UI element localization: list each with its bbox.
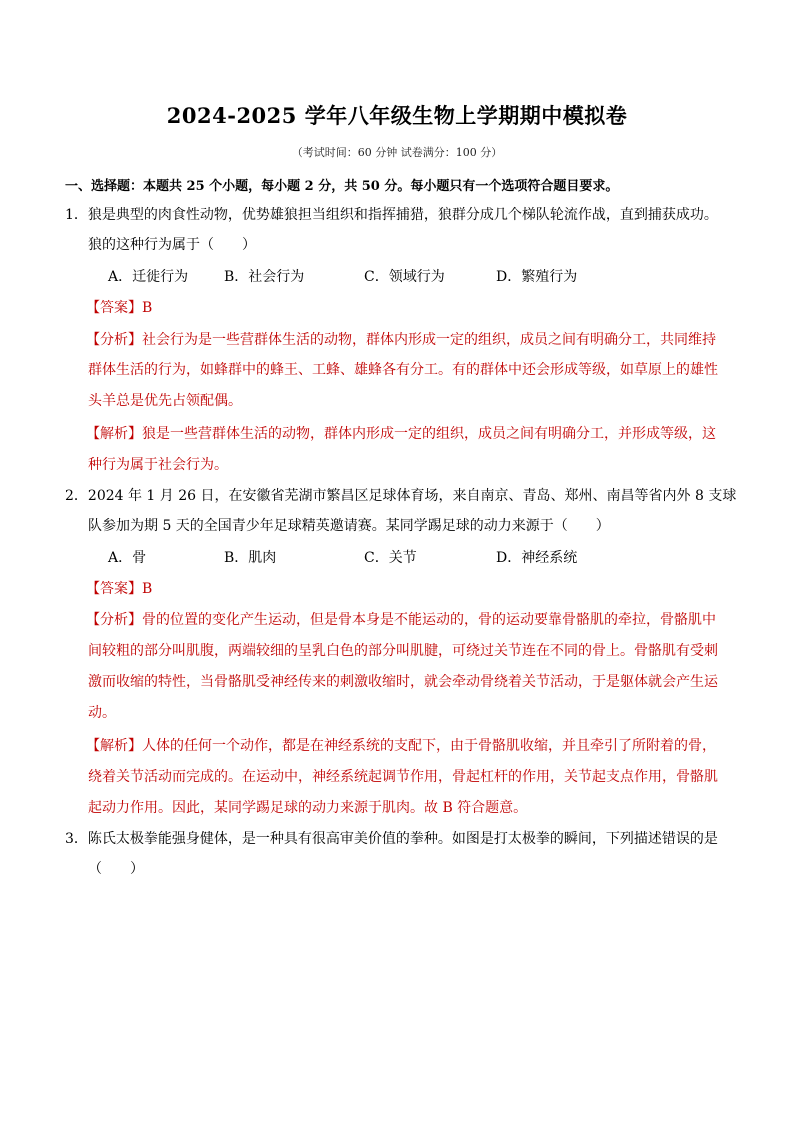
q1-answer-value: B xyxy=(142,300,153,316)
q3-stem-line1: 3．陈氏太极拳能强身健体，是一种具有很高审美价值的拳种。如图是打太极拳的瞬间，下列描述错误的是 xyxy=(65,831,718,847)
q1-option-c[interactable]: C．领域行为 xyxy=(364,269,445,285)
analysis-label: 【分析】 xyxy=(86,612,142,628)
q2-analysis-text: 骨的位置的变化产生运动，但是骨本身是不能运动的，骨的运动要靠骨骼肌的牵拉，骨骼肌中 xyxy=(142,612,716,628)
q1-explanation-text: 狼是一些营群体生活的动物，群体内形成一定的组织，成员之间有明确分工，并形成等级，这 xyxy=(142,426,716,442)
q1-explanation-line1 xyxy=(86,424,716,444)
q1-analysis-line1 xyxy=(86,330,716,350)
q2-stem-line2: 队参加为期 5 天的全国青少年足球精英邀请赛。某同学踢足球的动力来源于（ ） xyxy=(88,518,610,534)
q2-option-b[interactable]: B．肌肉 xyxy=(224,550,277,566)
exam-info: （考试时间：60 分钟 试卷满分：100 分） xyxy=(291,146,503,159)
q2-answer-value: B xyxy=(142,581,153,597)
q1-analysis-line2: 群体生活的行为，如蜂群中的蜂王、工蜂、雄蜂各有分工。有的群体中还会形成等级，如草原上的雄性 xyxy=(88,362,718,378)
q2-explanation-line3: 起动力作用。因此，某同学踢足球的动力来源于肌肉。故 B 符合题意。 xyxy=(88,800,528,816)
section-heading: 一、选择题：本题共 25 个小题，每小题 2 分，共 50 分。每小题只有一个选项符合题目要求。 xyxy=(65,179,619,194)
q2-explanation-line1 xyxy=(86,736,716,756)
q1-explanation-line2: 种行为属于社会行为。 xyxy=(88,457,228,473)
q1-answer xyxy=(86,298,152,318)
q1-option-d[interactable]: D．繁殖行为 xyxy=(496,269,578,285)
q1-analysis-line3: 头羊总是优先占领配偶。 xyxy=(88,393,242,409)
q1-stem-line1: 1．狼是典型的肉食性动物，优势雄狼担当组织和指挥捕猎，狼群分成几个梯队轮流作战，直到捕获成功。 xyxy=(65,207,718,223)
q2-analysis-line3: 激而收缩的特性，当骨骼肌受神经传来的刺激收缩时，就会牵动骨绕着关节活动，于是躯体就会产生运 xyxy=(88,674,718,690)
q1-analysis-text: 社会行为是一些营群体生活的动物，群体内形成一定的组织，成员之间有明确分工，共同维持 xyxy=(142,332,716,348)
answer-label: 【答案】 xyxy=(86,300,142,316)
q1-option-a[interactable]: A．迁徙行为 xyxy=(108,269,189,285)
q2-answer xyxy=(86,579,152,599)
q2-analysis-line1 xyxy=(86,610,716,630)
page-title: 2024-2025 学年八年级生物上学期期中模拟卷 xyxy=(166,103,628,128)
q2-option-d[interactable]: D．神经系统 xyxy=(496,550,578,566)
q2-explanation-text: 人体的任何一个动作，都是在神经系统的支配下，由于骨骼肌收缩，并且牵引了所附着的骨， xyxy=(142,738,716,754)
explanation-label: 【解析】 xyxy=(86,738,142,754)
q2-explanation-line2: 绕着关节活动而完成的。在运动中，神经系统起调节作用，骨起杠杆的作用，关节起支点作用，骨骼肌 xyxy=(88,769,718,785)
q2-analysis-line4: 动。 xyxy=(88,705,116,721)
explanation-label: 【解析】 xyxy=(86,426,142,442)
q2-option-c[interactable]: C．关节 xyxy=(364,550,417,566)
q3-stem-line2: （ ） xyxy=(88,861,144,877)
q1-stem-line2: 狼的这种行为属于（ ） xyxy=(88,237,256,253)
answer-label: 【答案】 xyxy=(86,581,142,597)
q2-analysis-line2: 间较粗的部分叫肌腹，两端较细的呈乳白色的部分叫肌腱，可绕过关节连在不同的骨上。骨骼肌有受刺 xyxy=(88,643,718,659)
q1-option-b[interactable]: B．社会行为 xyxy=(224,269,305,285)
q2-stem-line1: 2．2024 年 1 月 26 日，在安徽省芜湖市繁昌区足球体育场，来自南京、青岛、郑州、南昌等省内外 8 支球 xyxy=(65,488,737,504)
q2-option-a[interactable]: A．骨 xyxy=(108,550,147,566)
analysis-label: 【分析】 xyxy=(86,332,142,348)
